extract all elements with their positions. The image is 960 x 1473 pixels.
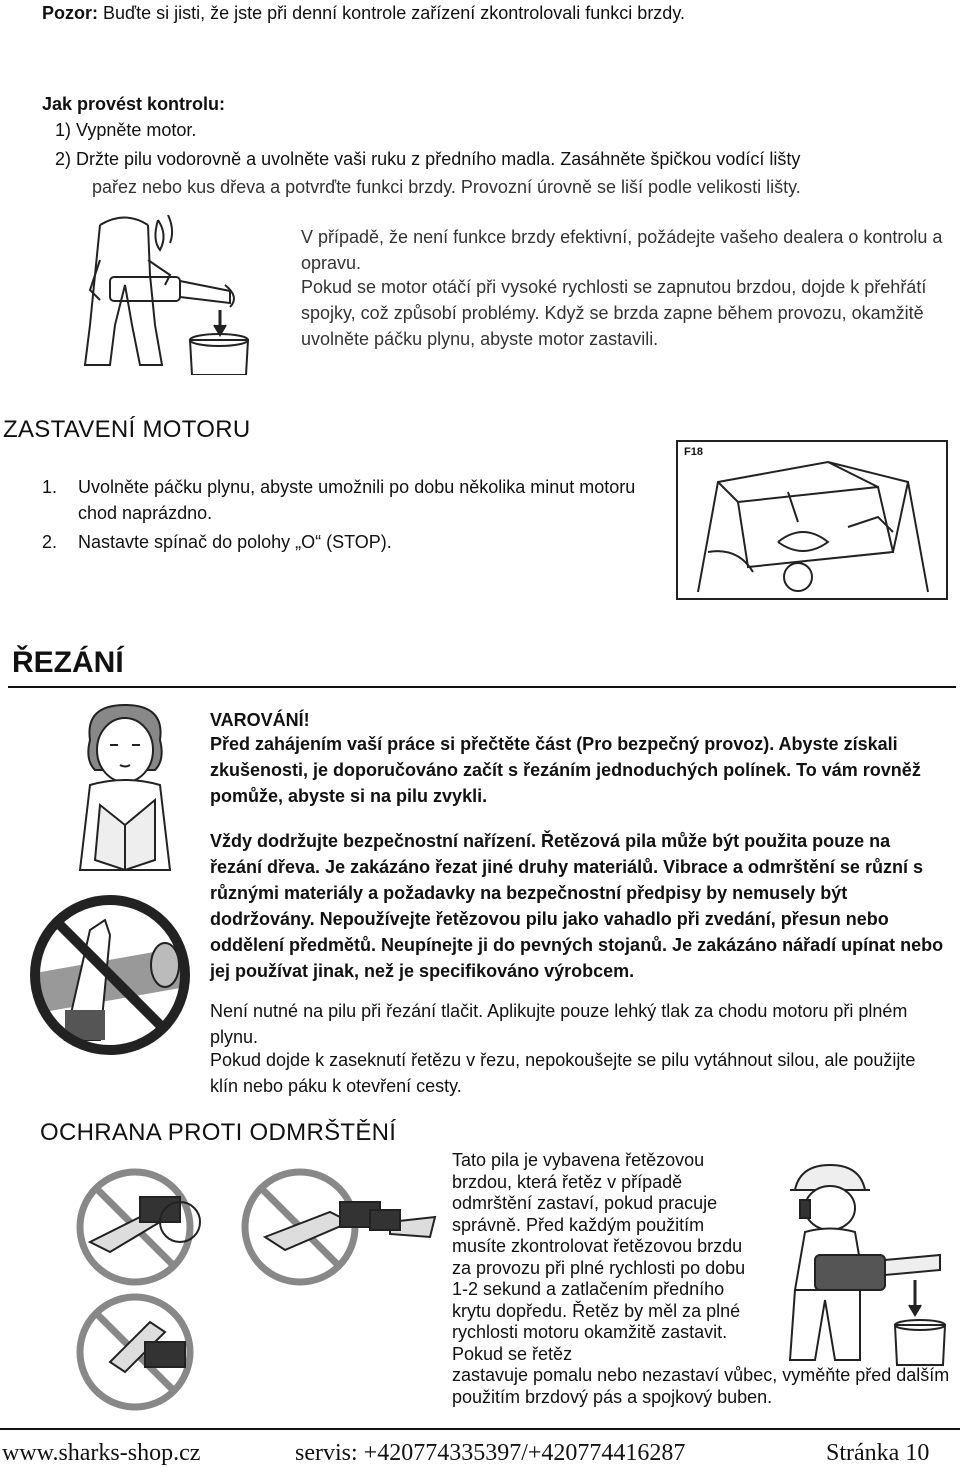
cutting-bold-paragraph-1: Před zahájením vaší práce si přečtěte část (Pro bezpečný provoz). Abyste získali zkušenosti, je doporučováno začít s řezáním jednoduchých polínek. To vám rovněž pomůže, abyste si na pilu zvykli. xyxy=(210,734,921,806)
no-cutting-metal-sign xyxy=(25,890,195,1060)
brake-paragraph-1: V případě, že není funkce brzdy efektivní, požádejte vašeho dealera o kontrolu a opravu. xyxy=(301,227,943,273)
stop-item-1-text: Uvolněte páčku plynu, abyste umožnili po dobu několika minut motoru chod naprázdno. xyxy=(78,477,636,523)
warning-line xyxy=(42,0,942,26)
reading-person-illustration xyxy=(70,700,180,875)
step-2-line-2: pařez nebo kus dřeva a potvrďte funkci brzdy. Provozní úrovně se liší podle velikosti lišty. xyxy=(92,177,801,197)
worker-chainsaw-illustration xyxy=(755,1160,950,1370)
switch-drawing xyxy=(678,442,946,598)
warning-text: Buďte si jisti, že jste při denní kontrole zařízení zkontrolovali funkci brzdy. xyxy=(98,3,685,23)
footer-website[interactable]: www.sharks-shop.cz xyxy=(2,1440,201,1466)
stop-item-2 xyxy=(42,529,662,555)
chainsaw-stump-illustration xyxy=(70,215,250,375)
warning-label: Pozor: xyxy=(42,3,98,23)
step-2-line-1: 2) Držte pilu vodorovně a uvolněte vaši ruku z předního madla. Zasáhněte špičkou vodící lišty xyxy=(55,149,801,169)
howto-title: Jak provést kontrolu: xyxy=(42,94,226,114)
kickback-heading: OCHRANA PROTI ODMRŠTĚNÍ xyxy=(40,1119,397,1146)
stop-item-1 xyxy=(42,474,662,526)
brake-paragraph-2: Pokud se motor otáčí při vysoké rychlosti se zapnutou brzdou, dojde k přehřátí spojky, což způsobí problémy. Když se brzda zapne během provozu, okamžitě uvolněte páčku plynu, abyste motor zastavili. xyxy=(301,277,927,349)
cutting-paragraph-3: Není nutné na pilu při řezání tlačit. Aplikujte pouze lehký tlak za chodu motoru při plném plynu. xyxy=(210,1001,908,1047)
cutting-bold-paragraph-2: Vždy dodržujte bezpečnostní nařízení. Řetězová pila může být použita pouze na řezání dřeva. Je zakázáno řezat jiné druhy materiálů. Vibrace a odmrštění se různí s různými materiály a požadavky na bezpečnostní předpisy by nemusely být dodržovány. Nepoužívejte řetězovou pilu jako vahadlo při zvedání, přesun nebo oddělení předmětů. Neupínejte ji do pevných stojanů. Je zakázáno nářadí upínat nebo jej používat jinak, než je specifikováno výrobcem. xyxy=(210,831,944,981)
cutting-heading: ŘEZÁNÍ xyxy=(12,646,124,679)
kickback-text-narrow: Tato pila je vybavena řetězovou brzdou, která řetěz v případě odmrštění zastaví, pokud pracuje správně. Před každým použitím musíte zkontrolovat řetězovou brzdu za provozu při plné rychlosti po dobu 1-2 sekund a zatlačením předního krytu dopředu. Řetěz by měl za plné rychlosti motoru okamžitě zastavit. Pokud se řetěz xyxy=(452,1150,746,1364)
footer-divider xyxy=(0,1428,960,1430)
footer-page-number: Stránka 10 xyxy=(826,1440,930,1466)
stop-item-1-number: 1. xyxy=(42,477,58,497)
warning-title: VAROVÁNÍ! xyxy=(210,710,310,730)
footer-service: servis: +420774335397/+420774416287 xyxy=(295,1440,686,1466)
step-1: 1) Vypněte motor. xyxy=(55,120,197,140)
stop-engine-heading: ZASTAVENÍ MOTORU xyxy=(3,416,251,443)
stop-item-2-number: 2. xyxy=(42,532,58,552)
stop-item-2-text: Nastavte spínač do polohy „O“ (STOP). xyxy=(78,532,392,552)
kickback-prohibition-icons xyxy=(50,1162,450,1422)
cutting-paragraph-4: Pokud dojde k zaseknutí řetězu v řezu, nepokoušejte se pilu vytáhnout silou, ale použijte klín nebo páku k otevření cesty. xyxy=(210,1050,916,1096)
cutting-divider xyxy=(8,686,956,688)
stop-switch-figure xyxy=(676,440,948,600)
figure-label: F18 xyxy=(684,446,703,458)
kickback-text-wide: zastavuje pomalu nebo nezastaví vůbec, vyměňte před dalším použitím brzdový pás a spojkový buben. xyxy=(452,1365,950,1407)
